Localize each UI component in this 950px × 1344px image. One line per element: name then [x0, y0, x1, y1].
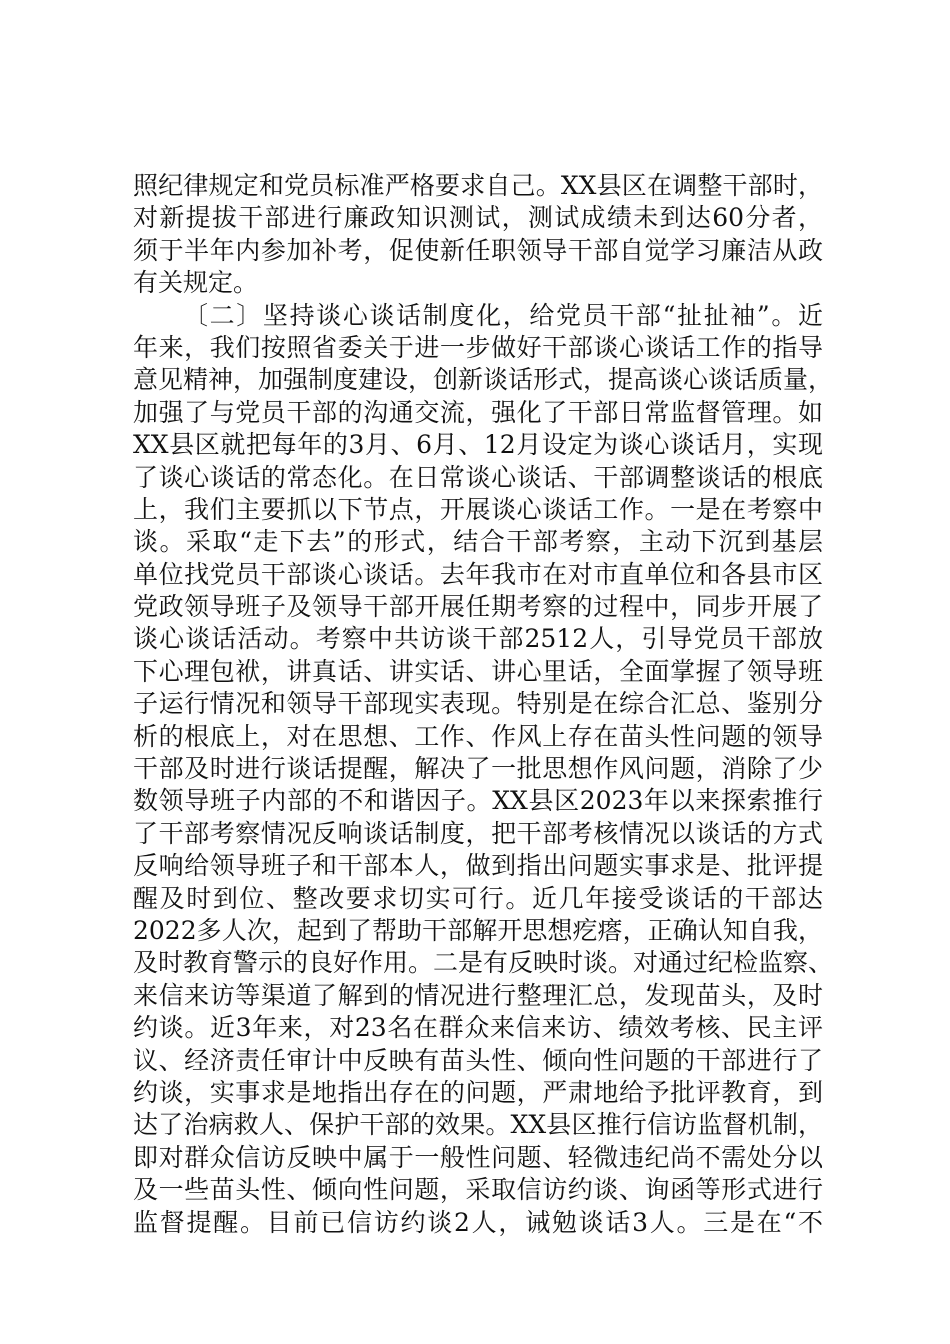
text-line: 干部及时进行谈话提醒，解决了一批思想作风问题，消除了少: [133, 754, 823, 784]
text-line: 年来，我们按照省委关于进一步做好干部谈心谈话工作的指导: [133, 332, 823, 362]
text-line: 反响给领导班子和干部本人，做到指出问题实事求是、批评提: [133, 851, 823, 881]
text-line: 来信来访等渠道了解到的情况进行整理汇总，发现苗头，及时: [133, 980, 823, 1010]
text-line: 议、经济责任审计中反映有苗头性、倾向性问题的干部进行了: [133, 1045, 823, 1075]
text-line: 上，我们主要抓以下节点，开展谈心谈话工作。一是在考察中: [133, 494, 823, 524]
text-line: 了谈心谈话的常态化。在日常谈心谈话、干部调整谈话的根底: [133, 462, 823, 492]
text-line: 对新提拔干部进行廉政知识测试，测试成绩未到达60分者，: [133, 203, 823, 233]
text-line: 谈心谈话活动。考察中共访谈干部2512人，引导党员干部放: [133, 624, 823, 654]
section-heading-line: 〔二〕坚持谈心谈话制度化，给党员干部“扯扯袖”。近: [183, 300, 823, 330]
text-line: 谈。采取“走下去”的形式，结合干部考察，主动下沉到基层: [133, 527, 823, 557]
body-text: [133, 170, 834, 1239]
text-line: 约谈，实事求是地指出存在的问题，严肃地给予批评教育，到: [133, 1077, 823, 1107]
text-line: 单位找党员干部谈心谈话。去年我市在对市直单位和各县市区: [133, 559, 823, 589]
text-line: 党政领导班子及领导干部开展任期考察的过程中，同步开展了: [133, 592, 823, 622]
text-line: 即对群众信访反映中属于一般性问题、轻微违纪尚不需处分以: [133, 1142, 823, 1172]
text-line: 子运行情况和领导干部现实表现。特别是在综合汇总、鉴别分: [133, 689, 823, 719]
text-line: 意见精神，加强制度建设，创新谈话形式，提高谈心谈话质量，: [133, 365, 834, 395]
text-line: 数领导班子内部的不和谐因子。XX县区2023年以来探索推行: [133, 786, 823, 816]
text-line: 有关规定。: [133, 268, 259, 298]
text-line: 2022多人次，起到了帮助干部解开思想疙瘩，正确认知自我，: [133, 915, 823, 945]
text-line: 醒及时到位、整改要求切实可行。近几年接受谈话的干部达: [133, 883, 823, 913]
text-line: 约谈。近3年来，对23名在群众来信来访、绩效考核、民主评: [133, 1013, 823, 1043]
text-line: 下心理包袱，讲真话、讲实话、讲心里话，全面掌握了领导班: [133, 656, 823, 686]
text-line: 及一些苗头性、倾向性问题，采取信访约谈、询函等形式进行: [133, 1175, 823, 1205]
text-line: 析的根底上，对在思想、工作、作风上存在苗头性问题的领导: [133, 721, 823, 751]
text-line: XX县区就把每年的3月、6月、12月设定为谈心谈话月，实现: [133, 430, 823, 460]
text-line: 达了治病救人、保护干部的效果。XX县区推行信访监督机制，: [133, 1110, 823, 1140]
text-line: 监督提醒。目前已信访约谈2人，诫勉谈话3人。三是在“不: [133, 1207, 823, 1237]
text-line: 须于半年内参加补考，促使新任职领导干部自觉学习廉洁从政: [133, 235, 823, 265]
text-line: 及时教育警示的良好作用。二是有反映时谈。对通过纪检监察、: [133, 948, 834, 978]
text-line: 了干部考察情况反响谈话制度，把干部考核情况以谈话的方式: [133, 818, 823, 848]
text-line: 加强了与党员干部的沟通交流，强化了干部日常监督管理。如: [133, 397, 823, 427]
text-line: 照纪律规定和党员标准严格要求自己。XX县区在调整干部时，: [133, 171, 823, 200]
